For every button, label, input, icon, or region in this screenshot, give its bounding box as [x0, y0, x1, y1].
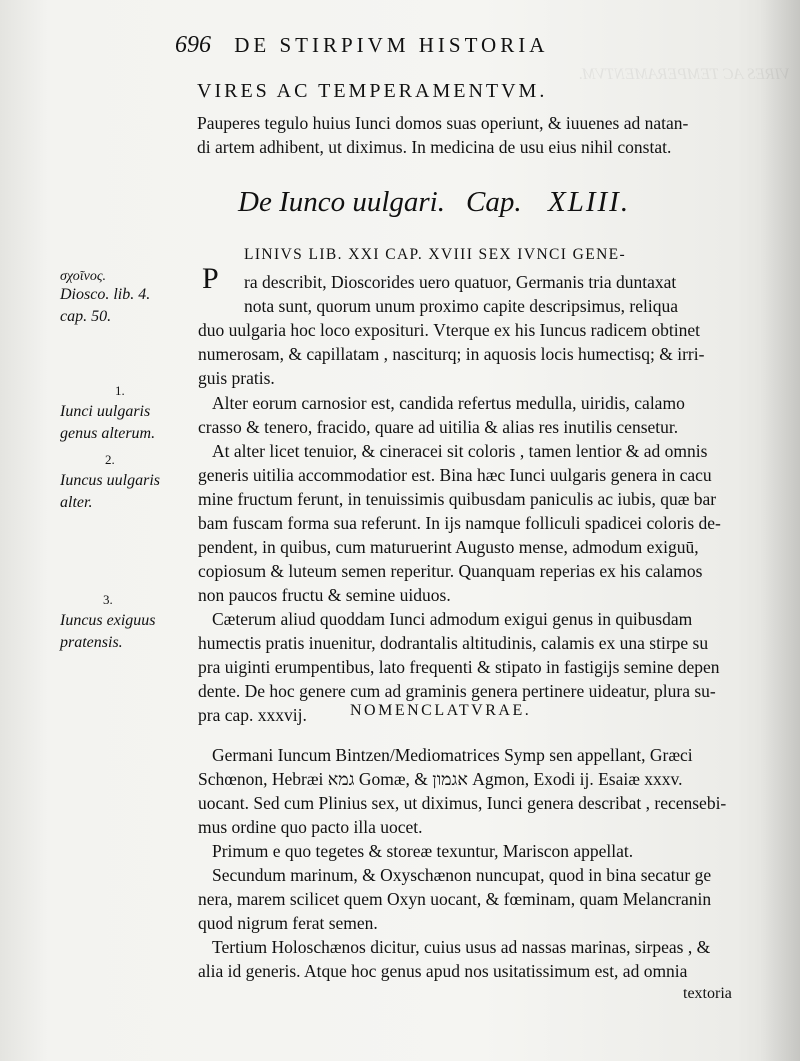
text-line: Primum e quo tegetes & storeæ texuntur, Mariscon appellat.: [212, 841, 634, 861]
margin-note-line: genus alterum.: [60, 425, 156, 442]
margin-note-line: Iuncus uulgaris: [60, 472, 160, 489]
text-line: copiosum & luteum semen reperitur. Quanquam reperias ex his calamos: [198, 561, 703, 581]
text-line: guis pratis.: [198, 368, 275, 388]
text-line: non paucos fructu & semine uiduos.: [198, 585, 451, 605]
text-line: pra uiginti erumpentibus, lato frequenti & stipato in fastigijs semine depen: [198, 657, 720, 677]
margin-reference-line: Diosco. lib. 4.: [60, 286, 151, 303]
margin-note-line: Iunci uulgaris: [60, 403, 151, 420]
margin-greek-term: σχοῖνος.: [60, 269, 107, 284]
text-line: numerosam, & capillatam , nasciturq; in aquosis locis humectisq; & irri-: [198, 344, 705, 364]
chapter-title: [238, 186, 658, 219]
chapter-name: De Iunco uulgari.: [238, 186, 445, 218]
margin-note-line: Iuncus exiguus: [60, 612, 156, 629]
section-title-vires: VIRES AC TEMPERAMENTVM.: [197, 80, 548, 102]
margin-note-line: pratensis.: [60, 634, 123, 651]
text-line: generis uitilia accommodatior est. Bina hæc Iunci uulgaris genera in cacu: [198, 465, 712, 485]
text-line: At alter licet tenuior, & cineracei sit coloris , tamen lentior & ad omnis: [212, 441, 708, 461]
margin-reference-line: cap. 50.: [60, 308, 112, 325]
page-number: 696: [175, 32, 211, 58]
text-line: uocant. Sed cum Plinius sex, ut diximus, Iunci genera describat , recensebi-: [198, 793, 727, 813]
page-edge-shadow: [760, 0, 800, 1061]
text-line: alia id generis. Atque hoc genus apud nos usitatissimum est, ad omnia: [198, 961, 688, 981]
text-line: ra describit, Dioscorides uero quatuor, Germanis tria duntaxat: [244, 272, 677, 292]
text-line: pra cap. xxxvij.: [198, 705, 307, 725]
nomenclature-heading: NOMENCLATVRAE.: [350, 702, 532, 719]
margin-note-number: 1.: [115, 383, 125, 398]
text-line: bam fuscam forma sua referunt. In ijs namque folliculi spadicei coloris de-: [198, 513, 721, 533]
text-line: mus ordine quo pacto illa uocet.: [198, 817, 423, 837]
text-line: humectis pratis inuenitur, dodrantalis altitudinis, calamis ex una stirpe su: [198, 633, 709, 653]
text-line: Germani Iuncum Bintzen/Mediomatrices Symp sen appellant, Græci: [212, 745, 693, 765]
text-line: Cæterum aliud quoddam Iunci admodum exigui genus in quibusdam: [212, 609, 693, 629]
text-line: dente. De hoc genere cum ad graminis genera pertinere uideatur, plura su-: [198, 681, 716, 701]
running-header: [175, 32, 775, 59]
chapter-cap-label: Cap.: [466, 186, 522, 218]
catchword: textoria: [683, 985, 732, 1002]
margin-note-number: 2.: [105, 452, 115, 467]
text-line: pendent, in quibus, cum maturuerint Augusto mense, admodum exiguū,: [198, 537, 699, 557]
text-line: nera, marem scilicet quem Oxyn uocant, & fœminam, quam Melancranin: [198, 889, 712, 909]
opening-line: LINIVS LIB. XXI CAP. XVIII SEX IVNCI GENE-: [244, 246, 627, 263]
text-line: duo uulgaria hoc loco expositurі. Vterque ex his Iuncus radicem obtinet: [198, 320, 701, 340]
text-line: Schœnon, Hebræi גמא Gomæ, & אגמון Agmon, Exodi ij. Esaiæ xxxv.: [198, 769, 683, 789]
drop-initial: P: [202, 262, 219, 295]
text-line: Pauperes tegulo huius Iunci domos suas operiunt, & iuuenes ad natan-: [197, 113, 689, 133]
text-line: crasso & tenero, fracido, quare ad uitilia & alias res inutilis censetur.: [198, 417, 679, 437]
text-line: Secundum marinum, & Oxyschænon nuncupat, quod in bina secatur ge: [212, 865, 712, 885]
margin-note-line: alter.: [60, 494, 93, 511]
chapter-number: XLIII.: [548, 186, 631, 218]
text-line: Alter eorum carnosior est, candida refertus medulla, uiridis, calamo: [212, 393, 685, 413]
text-line: nota sunt, quorum unum proximo capite descripsimus, reliqua: [244, 296, 679, 316]
bleed-through-text: VIRES AC TEMPERAMENTVM.: [578, 66, 790, 83]
text-line: mine fructum ferunt, in tenuissimis quibusdam paniculis ac iubis, quæ bar: [198, 489, 717, 509]
text-line: Tertium Holoschænos dicitur, cuius usus ad nassas marinas, sirpeas , &: [212, 937, 711, 957]
running-title: DE STIRPIVM HISTORIA: [234, 33, 549, 57]
margin-note-number: 3.: [103, 592, 113, 607]
text-line: di artem adhibent, ut diximus. In medicina de usu eius nihil constat.: [197, 137, 672, 157]
text-line: quod nigrum ferat semen.: [198, 913, 378, 933]
